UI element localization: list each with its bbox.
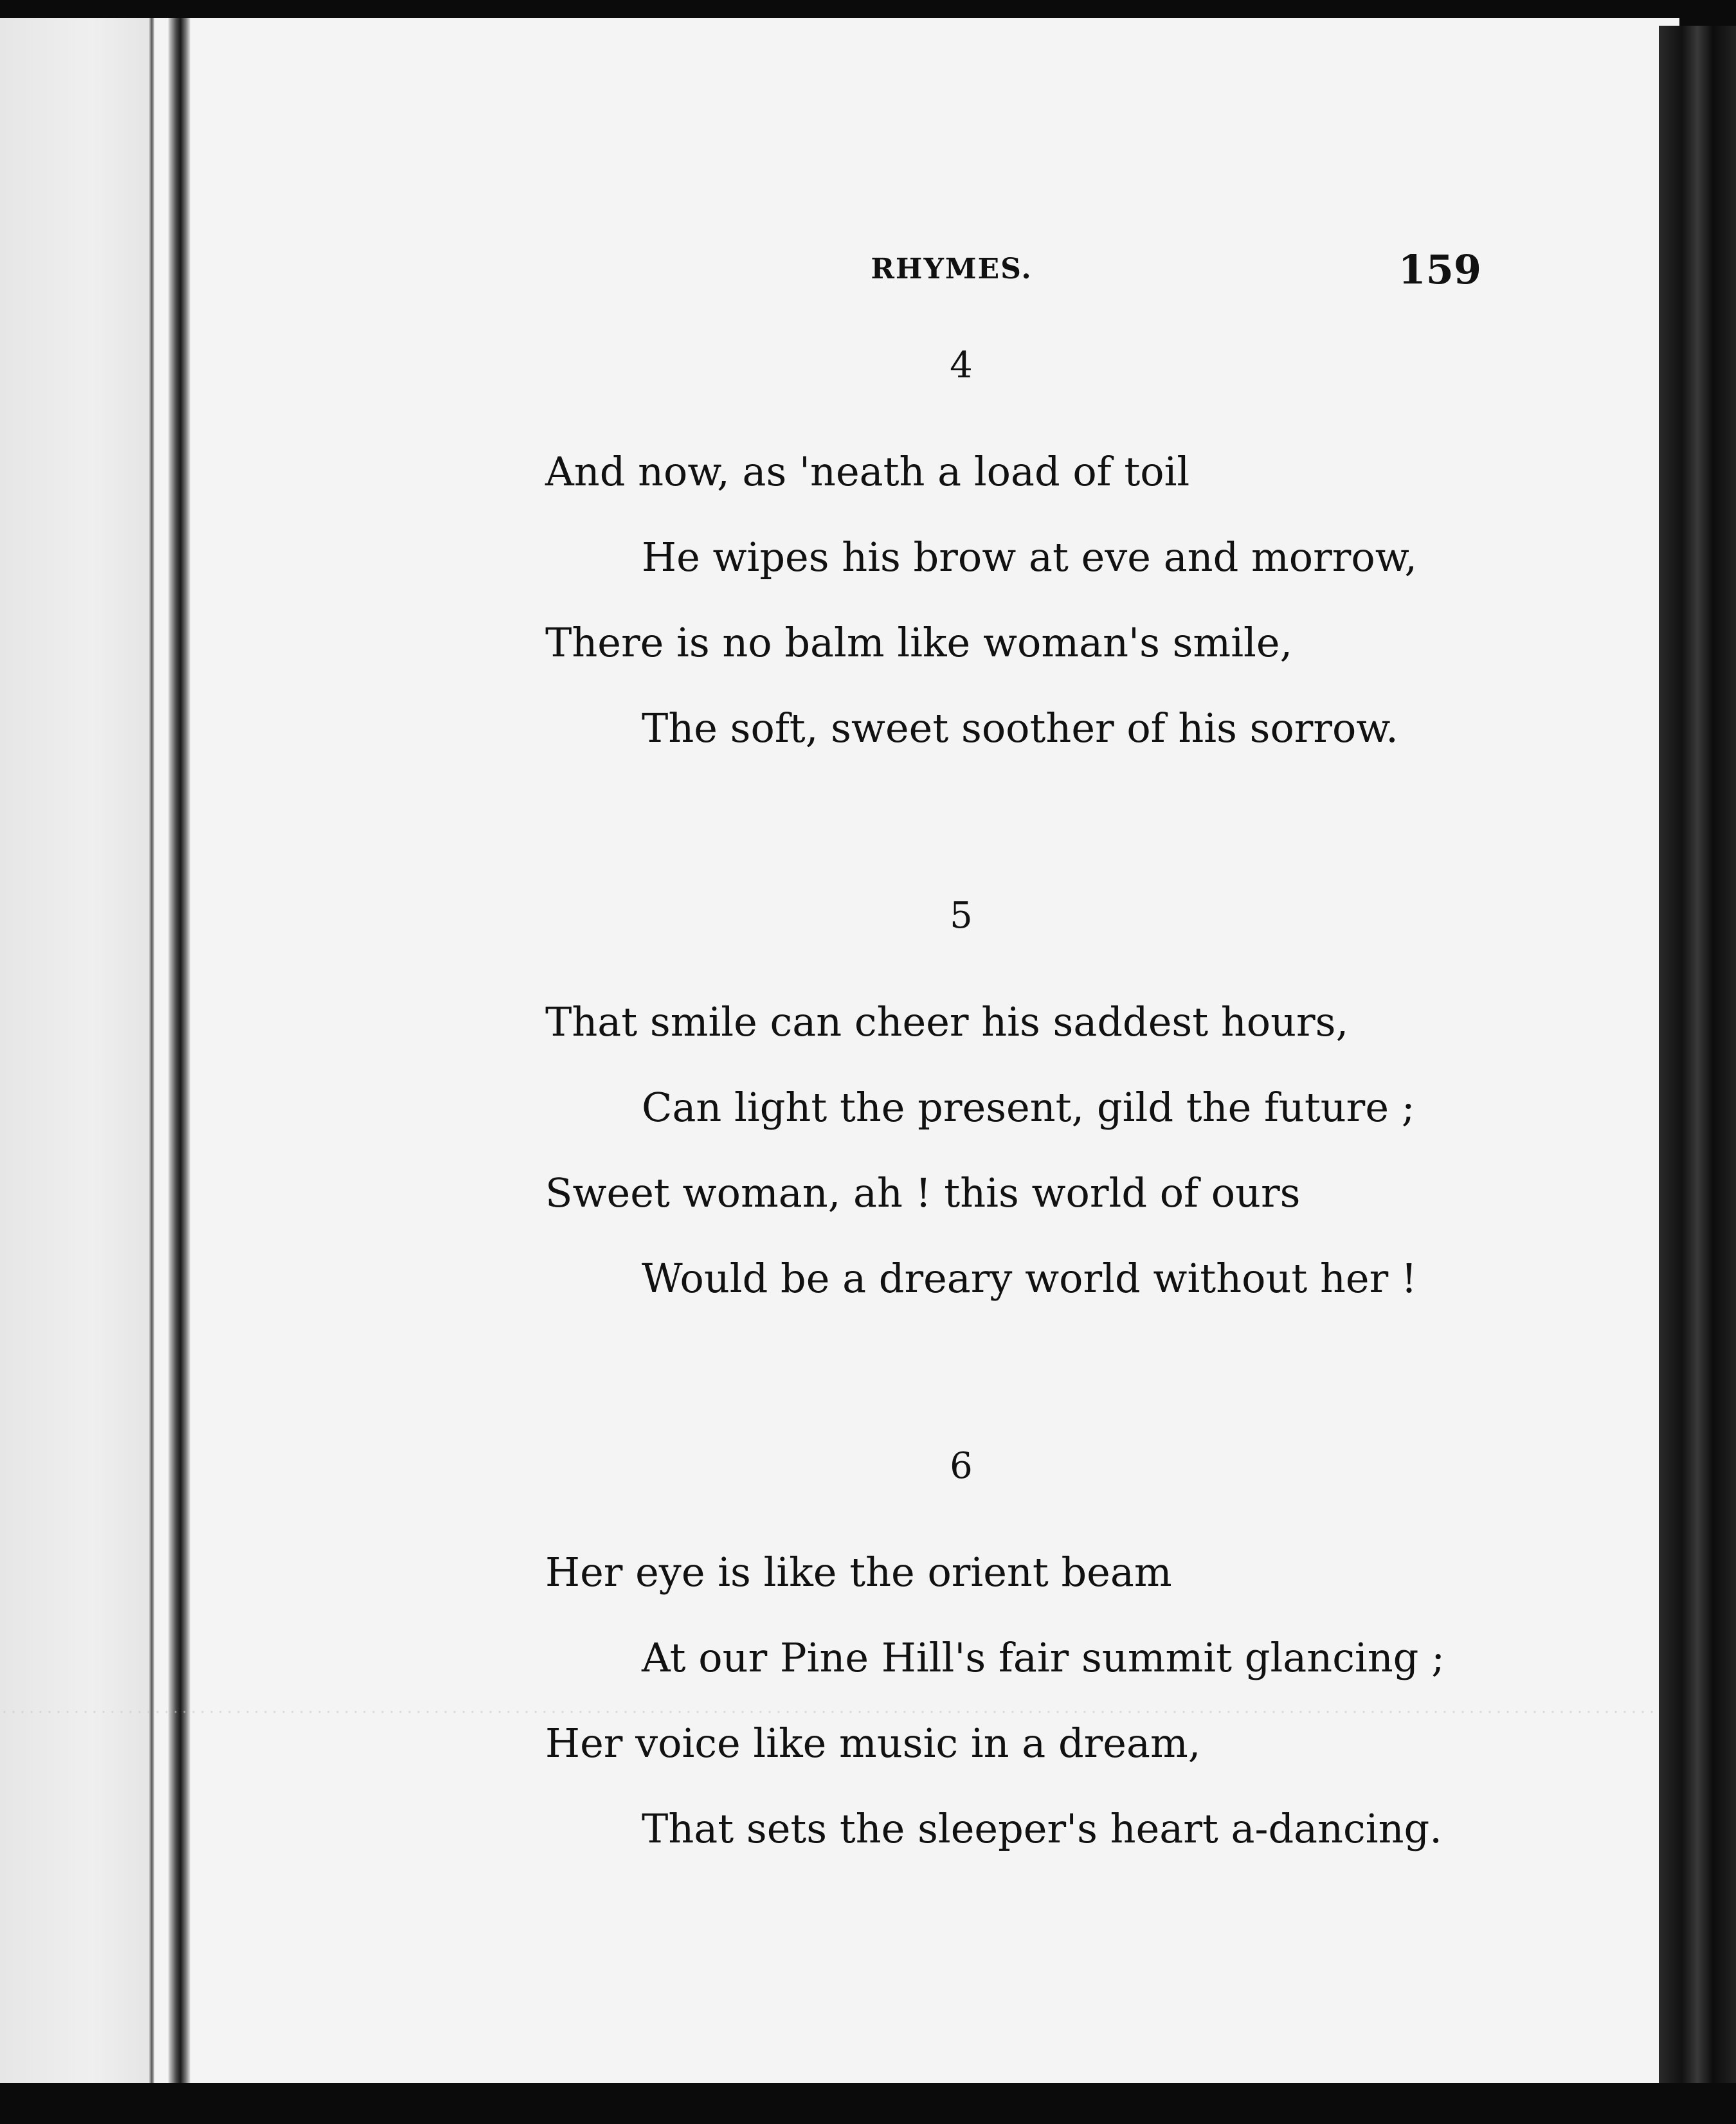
poem-line: That sets the sleeper's heart a-dancing. [642, 1805, 1442, 1852]
gutter-shadow [149, 18, 154, 2083]
stanza-number: 4 [950, 345, 973, 386]
poem-line: Can light the present, gild the future ; [642, 1084, 1415, 1131]
poem-line: And now, as 'neath a load of toil [545, 448, 1190, 495]
stanza-number: 5 [950, 895, 973, 937]
poem-line: Would be a dreary world without her ! [642, 1255, 1417, 1302]
poem-line: Her voice like music in a dream, [545, 1720, 1201, 1767]
scan-border-bottom [0, 2083, 1736, 2124]
poem-line: That smile can cheer his saddest hours, [545, 998, 1349, 1045]
poem-line: The soft, sweet soother of his sorrow. [642, 705, 1398, 752]
page-number: 159 [1398, 246, 1481, 293]
book-gutter [168, 18, 190, 2083]
running-head: RHYMES. [871, 253, 1033, 285]
poem-line: Her eye is like the orient beam [545, 1549, 1172, 1596]
poem-line: At our Pine Hill's fair summit glancing ; [642, 1634, 1445, 1681]
facing-page-edge [0, 18, 154, 2083]
poem-line: There is no balm like woman's smile, [545, 619, 1293, 666]
stanza-number: 6 [950, 1445, 973, 1487]
book-page-stack-edge [1659, 26, 1736, 2124]
poem-line: Sweet woman, ah ! this world of ours [545, 1169, 1301, 1216]
poem-line: He wipes his brow at eve and morrow, [642, 534, 1418, 580]
scan-artifact-line [0, 1710, 1679, 1714]
scanned-page [0, 18, 1679, 2083]
